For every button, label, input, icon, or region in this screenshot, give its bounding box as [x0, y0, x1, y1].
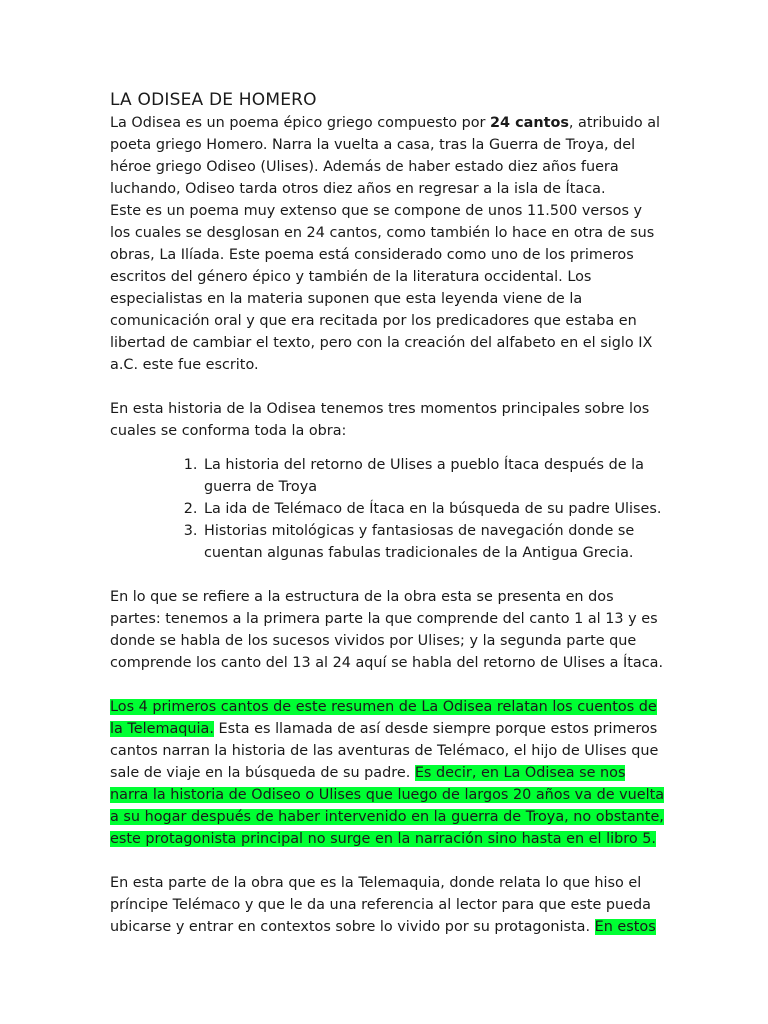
paragraph-spacer [110, 376, 666, 398]
principe-paragraph [110, 872, 666, 938]
document-title: LA ODISEA DE HOMERO [110, 90, 317, 110]
telemaquia-paragraph [110, 696, 666, 850]
highlighted-text: Es decir, en La Odisea se nos narra la historia de Odiseo o Ulises que luego de largos 20 años va de vuelta a su hogar después de haber intervenido en la guerra de Troya, no obstante, este protagonista principal no surge en la narración sino hasta en el libro 5. [110, 765, 665, 847]
list-item: 2. La ida de Telémaco de Ítaca en la búsqueda de su padre Ulises. [202, 498, 666, 520]
highlighted-text: En estos [594, 919, 656, 935]
list-item: 3. Historias mitológicas y fantasiosas de navegación donde se cuentan algunas fabulas tradicionales de la Antigua Grecia. [202, 520, 666, 564]
moments-paragraph: En esta historia de la Odisea tenemos tres momentos principales sobre los cuales se conforma toda la obra: [110, 401, 650, 439]
paragraph-spacer [110, 674, 666, 696]
plain-text: Esta es llamada de así desde siempre porque estos primeros cantos narran la historia de las aventuras de Telémaco, el hijo de Ulises que sale de viaje en la búsqueda de su padre. [110, 721, 659, 781]
plain-text: En esta parte de la obra que es la Telemaquia, donde relata lo que hiso el príncipe Telémaco y que le da una referencia al lector para que este pueda ubicarse y entrar en contextos sobre lo vivido por su protagonista. [110, 875, 651, 935]
list-item: 1. La historia del retorno de Ulises a pueblo Ítaca después de la guerra de Troya [202, 454, 666, 498]
intro-text-start: La Odisea es un poema épico griego compuesto por [110, 115, 491, 131]
verses-paragraph: Este es un poema muy extenso que se compone de unos 11.500 versos y los cuales se desglosan en 24 cantos, como también lo hace en otra de sus obras, La Ilíada. Este poema está considerado como uno de los primeros escritos del género épico y también de la literatura occidental. Los especialistas en la materia suponen que esta leyenda viene de la comunicación oral y que era recitada por los predicadores que estaba en libertad de cambiar el texto, pero con la creación del alfabeto en el siglo IX a.C. este fue escrito. [110, 203, 655, 373]
paragraph-spacer [110, 564, 666, 586]
moments-list [110, 454, 666, 564]
paragraph-spacer [110, 850, 666, 872]
structure-paragraph: En lo que se refiere a la estructura de la obra esta se presenta en dos partes: tenemos a la primera parte la que comprende del canto 1 al 13 y es donde se habla de los sucesos vividos por Ulises; y la segunda parte que comprende los canto del 13 al 24 aquí se habla del retorno de Ulises a Ítaca. [110, 589, 664, 671]
intro-text-end: , atribuido al poeta griego Homero. Narra la vuelta a casa, tras la Guerra de Troya, del héroe griego Odiseo (Ulises). Además de haber estado diez años fuera luchando, Odiseo tarda otros diez años en regresar a la isla de Ítaca. [110, 115, 661, 197]
intro-bold-cantos: 24 cantos [490, 115, 569, 131]
document-body [110, 88, 666, 938]
intro-paragraph [110, 112, 666, 200]
highlighted-text: Los 4 primeros cantos de este resumen de La Odisea relatan los cuentos de la Telemaquia. [110, 699, 657, 737]
